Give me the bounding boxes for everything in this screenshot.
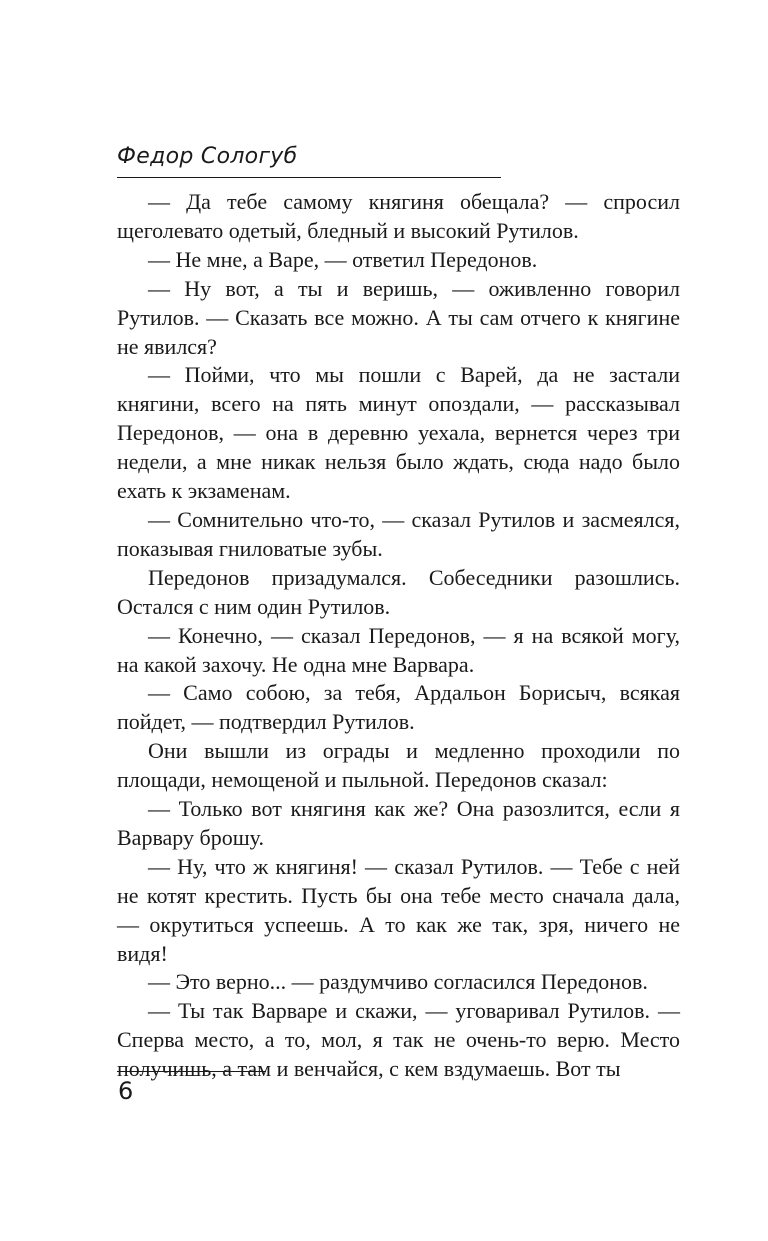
paragraph: — Конечно, — сказал Передонов, — я на всякой могу, на какой захочу. Не одна мне Варвара. — [117, 622, 680, 677]
page-body — [117, 188, 680, 1084]
running-header: Федор Сологуб — [117, 144, 298, 169]
footer-rule — [117, 1071, 266, 1072]
paragraph: — Не мне, а Варе, — ответил Передонов. — [148, 246, 538, 272]
paragraph: Передонов призадумался. Собеседники разошлись. Остался с ним один Рутилов. — [117, 564, 680, 619]
paragraph: — Ну, что ж княгиня! — сказал Рутилов. — Тебе с ней не котят крестить. Пусть бы она тебе место сначала дала, — окрутиться успеешь. А то как же так, зря, ничего не видя! — [117, 853, 680, 966]
paragraph: — Да тебе самому княгиня обещала? — спросил щеголевато одетый, бледный и высокий Рутилов. — [117, 189, 680, 243]
page-number: 6 — [118, 1077, 134, 1105]
paragraph: — Это верно... — раздумчиво согласился Передонов. — [148, 969, 648, 995]
paragraph: — Сомнительно что-то, — сказал Рутилов и засмеялся, показывая гниловатые зубы. — [117, 506, 680, 561]
paragraph: — Только вот княгиня как же? Она разозлится, если я Варвару брошу. — [117, 796, 680, 850]
paragraph: — Ты так Варваре и скажи, — уговаривал Рутилов. — Сперва место, а то, мол, я так не очень-то верю. Место получишь, а там и венчайся, с кем вздумаешь. Вот ты — [117, 998, 680, 1082]
header-rule — [117, 177, 501, 178]
paragraph: — Пойми, что мы пошли с Варей, да не застали княгини, всего на пять минут опоздали, — рассказывал Передонов, — она в деревню уехала, вернется через три недели, а мне никак нельзя было ждать, сюда надо было ехать к экзаменам. — [117, 362, 680, 504]
paragraph: Они вышли из ограды и медленно проходили по площади, немощеной и пыльной. Передонов сказал: — [117, 738, 680, 793]
paragraph: — Само собою, за тебя, Ардальон Борисыч, всякая пойдет, — подтвердил Рутилов. — [117, 680, 680, 735]
paragraph: — Ну вот, а ты и веришь, — оживленно говорил Рутилов. — Сказать все можно. А ты сам отчего к княгине не явился? — [117, 275, 680, 359]
